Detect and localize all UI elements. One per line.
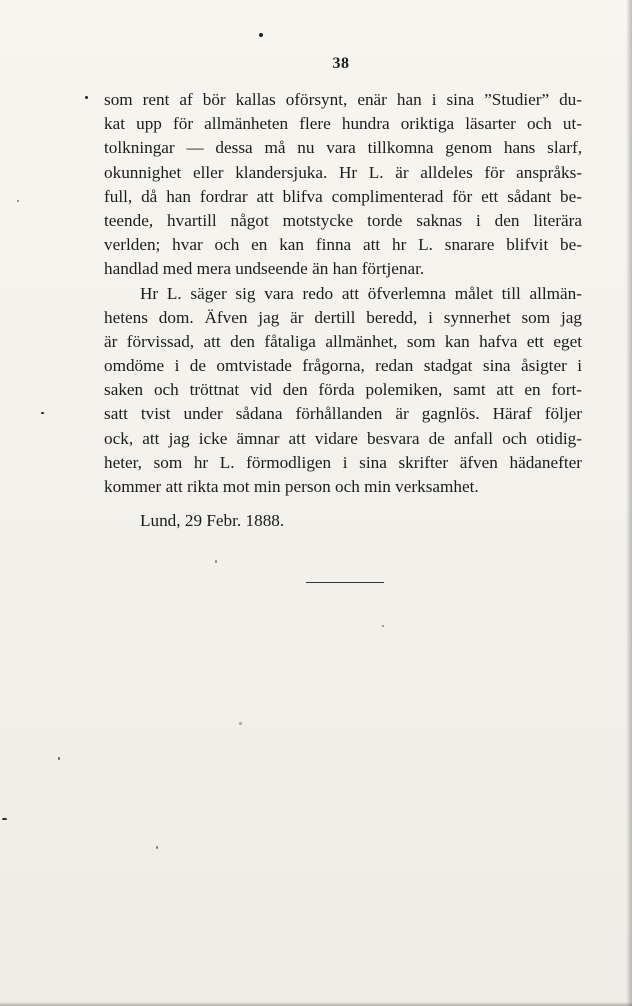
text-line: som rent af bör kallas oförsynt, enär han i sina ”Studier” du- — [104, 90, 582, 109]
text-line: full, då han fordrar att blifva complimenterad för ett sådant be- — [104, 186, 582, 206]
text-line: okunnighet eller klandersjuka. Hr L. är alldeles för anspråks- — [104, 162, 582, 182]
paragraph — [104, 88, 582, 282]
text-line: verlden; hvar och en kan finna att hr L. snarare blifvit be- — [104, 235, 582, 255]
ink-speck — [58, 757, 60, 760]
text-line: satt tvist under sådana förhållanden är gagnlös. Häraf följer — [104, 404, 582, 424]
text-line: teende, hvartill något motstycke torde saknas i den literära — [104, 210, 582, 230]
page-number: 38 — [332, 55, 350, 72]
ink-speck — [85, 96, 88, 99]
text-line: hetens dom. Äfven jag är dertill beredd, i synnerhet som jag — [104, 307, 582, 327]
ink-speck — [41, 412, 44, 414]
closing-rule — [306, 582, 384, 583]
scan-edge-right — [626, 0, 632, 1006]
ink-speck — [239, 722, 242, 725]
ink-speck — [259, 33, 263, 37]
text-line: saken och tröttnat vid den förda polemiken, samt att en fort- — [104, 380, 582, 400]
text-line: handlad med mera undseende än han förtjenar. — [104, 259, 425, 279]
body-text — [104, 88, 582, 499]
ink-speck — [17, 200, 19, 202]
ink-speck — [382, 625, 384, 627]
dateline: Lund, 29 Febr. 1888. — [140, 511, 285, 530]
text-line: är förvissad, att den fåtaliga allmänhet, som kan hafva ett eget — [104, 331, 582, 351]
text-line: ock, att jag icke ämnar att vidare besvara de anfall och otidig- — [104, 428, 582, 448]
ink-speck — [215, 560, 217, 563]
text-line: Hr L. säger sig vara redo att öfverlemna målet till allmän- — [140, 283, 582, 303]
scan-edge-bottom — [0, 1002, 632, 1006]
ink-speck — [2, 818, 7, 820]
paragraph — [104, 282, 582, 500]
text-line: kat upp för allmänheten flere hundra oriktiga läsarter och ut- — [104, 114, 582, 134]
ink-speck — [156, 846, 158, 849]
text-line: heter, som hr L. förmodligen i sina skrifter äfven hädanefter — [104, 452, 582, 472]
text-line: kommer att rikta mot min person och min verksamhet. — [104, 477, 479, 496]
text-line: tolkningar — dessa må nu vara tillkomna genom hans slarf, — [104, 138, 582, 158]
text-line: omdöme i de omtvistade frågorna, redan stadgat sina åsigter i — [104, 356, 582, 376]
